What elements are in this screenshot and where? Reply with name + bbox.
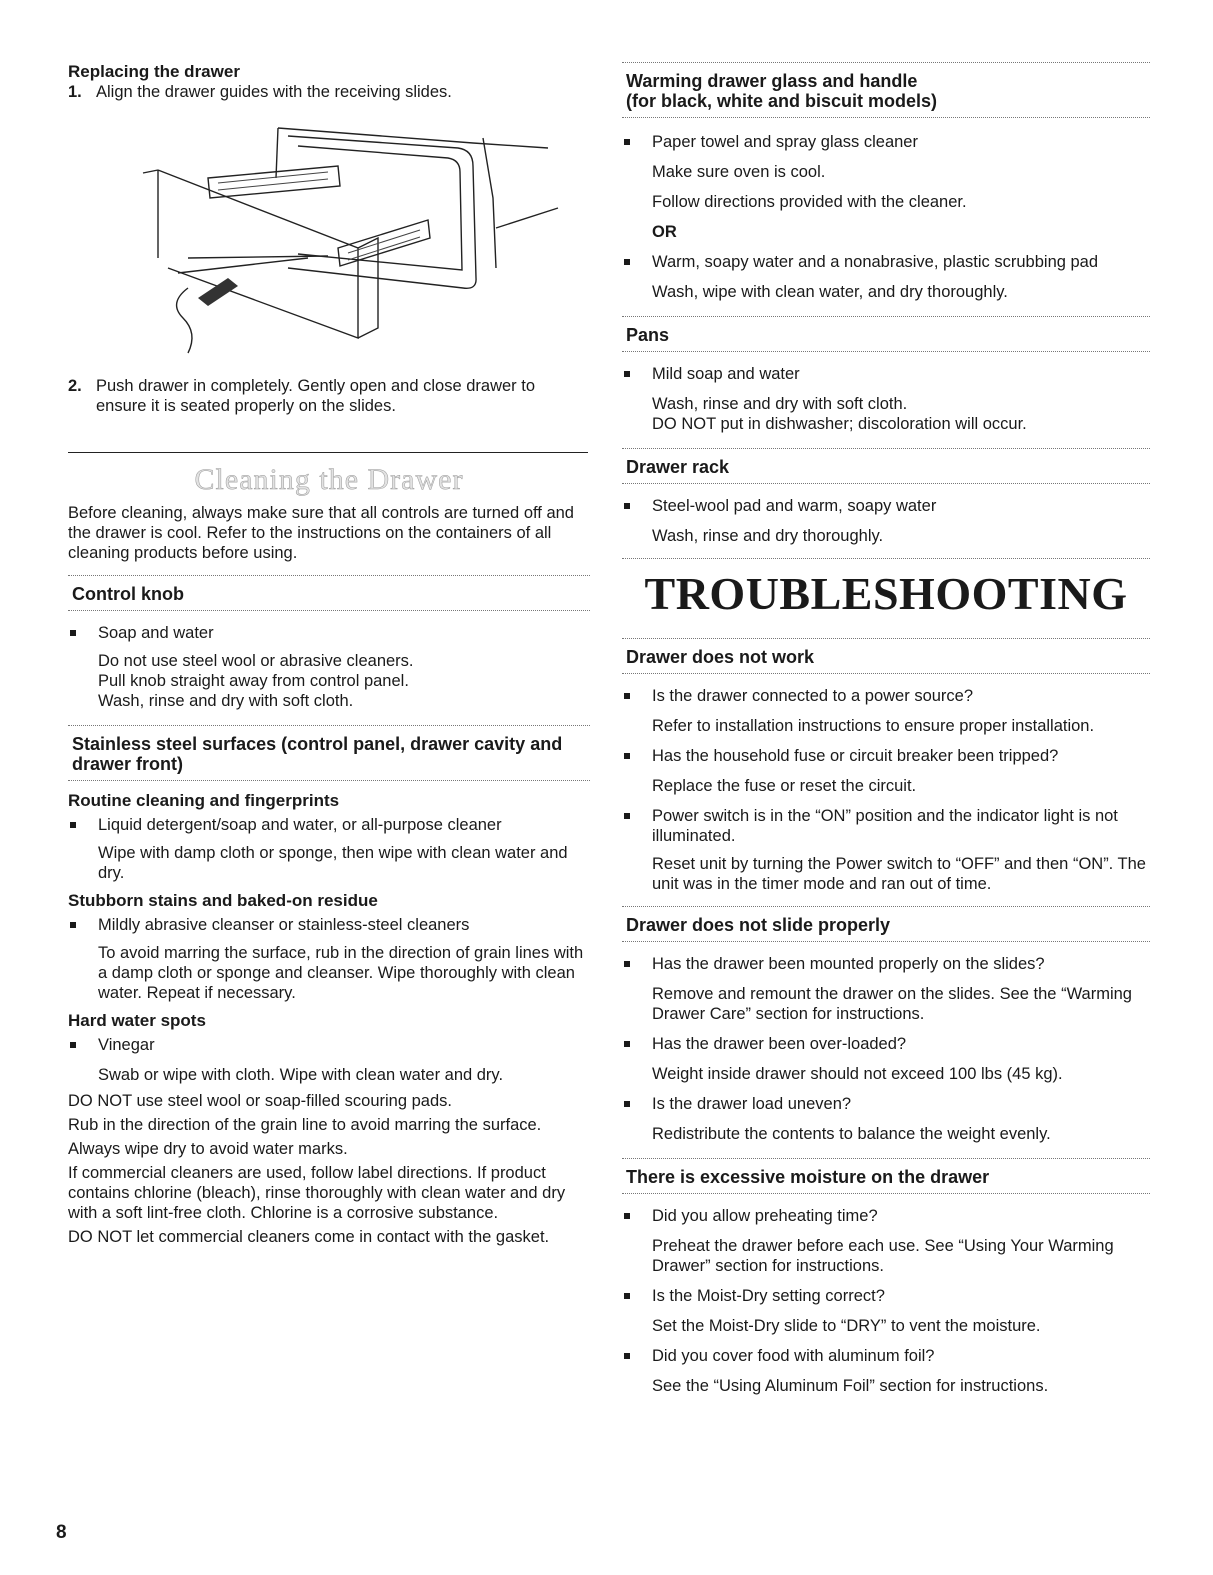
moisture-question: Is the Moist-Dry setting correct? — [622, 1286, 1150, 1306]
not-slide-title: Drawer does not slide properly — [626, 915, 891, 935]
step-2 — [68, 376, 590, 416]
stainless-note: Rub in the direction of the grain line to avoid marring the surface. — [68, 1116, 542, 1134]
drawer-slides-diagram — [128, 108, 568, 368]
glass-bullet-2: Warm, soapy water and a nonabrasive, plastic scrubbing pad — [622, 252, 1150, 272]
not-slide-question: Has the drawer been mounted properly on the slides? — [622, 954, 1150, 974]
stainless-note: DO NOT use steel wool or soap-filled scouring pads. — [68, 1092, 452, 1110]
cleaning-drawer-title: Cleaning the Drawer — [194, 463, 464, 496]
routine-text: Wipe with damp cloth or sponge, then wipe with clean water and dry. — [98, 844, 568, 882]
rack-text: Wash, rinse and dry thoroughly. — [652, 527, 884, 545]
stainless-note: If commercial cleaners are used, follow label directions. If product contains chlorine (bleach), rinse thoroughly with clean water and dry with a soft lint-free cloth. Chlorine is a corrosive substance. — [68, 1164, 566, 1222]
rack-bullet: Steel-wool pad and warm, soapy water — [622, 496, 1150, 516]
control-knob-line: Wash, rinse and dry with soft cloth. — [98, 692, 354, 710]
divider — [622, 558, 1150, 559]
moisture-answer: Preheat the drawer before each use. See “Using Your Warming Drawer” section for instructions. — [652, 1237, 1114, 1275]
stubborn-bullet: Mildly abrasive cleanser or stainless-steel cleaners — [68, 915, 590, 935]
moisture-answer: Set the Moist-Dry slide to “DRY” to vent the moisture. — [652, 1317, 1041, 1335]
stubborn-heading: Stubborn stains and baked-on residue — [68, 891, 378, 910]
rack-header — [622, 448, 1150, 484]
pans-bullet: Mild soap and water — [622, 364, 1150, 384]
step-1-number: 1. — [68, 83, 82, 101]
not-work-title: Drawer does not work — [626, 647, 815, 667]
troubleshooting-title: TROUBLESHOOTING — [644, 568, 1128, 619]
pans-title: Pans — [626, 325, 670, 345]
not-slide-answer: Weight inside drawer should not exceed 100 lbs (45 kg). — [652, 1065, 1063, 1083]
stubborn-text: To avoid marring the surface, rub in the direction of grain lines with a damp cloth or sponge and cleanser. Wipe thoroughly with clean water. Repeat if necessary. — [98, 944, 584, 1002]
routine-heading: Routine cleaning and fingerprints — [68, 791, 340, 810]
control-knob-header — [68, 575, 590, 611]
moisture-header — [622, 1158, 1150, 1194]
not-slide-question: Is the drawer load uneven? — [622, 1094, 1150, 1114]
moisture-question: Did you allow preheating time? — [622, 1206, 1150, 1226]
not-work-answer: Replace the fuse or reset the circuit. — [652, 777, 917, 795]
hardwater-bullet: Vinegar — [68, 1035, 590, 1055]
not-slide-header — [622, 906, 1150, 942]
control-knob-line: Pull knob straight away from control panel. — [98, 672, 409, 690]
not-work-answer: Reset unit by turning the Power switch to “OFF” and then “ON”. The unit was in the timer mode and ran out of time. — [652, 855, 1146, 893]
replacing-drawer-heading: Replacing the drawer — [68, 62, 240, 81]
control-knob-bullet: Soap and water — [68, 623, 590, 643]
page-number: 8 — [56, 1522, 67, 1543]
stainless-note: DO NOT let commercial cleaners come in contact with the gasket. — [68, 1228, 550, 1246]
control-knob-line: Do not use steel wool or abrasive cleaners. — [98, 652, 414, 670]
glass-text-2: Wash, wipe with clean water, and dry thoroughly. — [652, 283, 1008, 301]
step-2-text: Push drawer in completely. Gently open and close drawer to ensure it is seated properly on the slides. — [96, 377, 536, 415]
stainless-header — [68, 725, 590, 781]
drawer-illustration — [128, 108, 568, 368]
stainless-title: Stainless steel surfaces (control panel, drawer cavity and drawer front) — [72, 734, 563, 774]
right-column — [622, 62, 1150, 1396]
left-column — [68, 62, 590, 1247]
moisture-answer: See the “Using Aluminum Foil” section for instructions. — [652, 1377, 1049, 1395]
glass-text-1a: Make sure oven is cool. — [652, 163, 826, 181]
stainless-note: Always wipe dry to avoid water marks. — [68, 1140, 348, 1158]
glass-or: OR — [652, 223, 677, 241]
step-1 — [68, 82, 590, 102]
cleaning-intro: Before cleaning, always make sure that all controls are turned off and the drawer is cool. Refer to the instructions on the containers of all cleaning products before using. — [68, 504, 574, 562]
glass-title-line2: (for black, white and biscuit models) — [626, 91, 938, 111]
not-work-header — [622, 638, 1150, 674]
step-2-number: 2. — [68, 377, 82, 395]
pans-text-2: DO NOT put in dishwasher; discoloration will occur. — [652, 415, 1027, 433]
glass-bullet-1: Paper towel and spray glass cleaner — [622, 132, 1150, 152]
rack-title: Drawer rack — [626, 457, 730, 477]
not-slide-question: Has the drawer been over-loaded? — [622, 1034, 1150, 1054]
section-rule — [68, 452, 588, 453]
glass-text-1b: Follow directions provided with the cleaner. — [652, 193, 967, 211]
control-knob-title: Control knob — [72, 584, 184, 604]
hardwater-heading: Hard water spots — [68, 1011, 206, 1030]
moisture-title: There is excessive moisture on the drawer — [626, 1167, 990, 1187]
not-slide-answer: Remove and remount the drawer on the slides. See the “Warming Drawer Care” section for instructions. — [652, 985, 1132, 1023]
not-work-answer: Refer to installation instructions to ensure proper installation. — [652, 717, 1095, 735]
not-slide-answer: Redistribute the contents to balance the weight evenly. — [652, 1125, 1051, 1143]
hardwater-text: Swab or wipe with cloth. Wipe with clean water and dry. — [98, 1066, 504, 1084]
routine-bullet: Liquid detergent/soap and water, or all-purpose cleaner — [68, 815, 590, 835]
pans-header — [622, 316, 1150, 352]
glass-header — [622, 62, 1150, 118]
moisture-question: Did you cover food with aluminum foil? — [622, 1346, 1150, 1366]
not-work-question: Has the household fuse or circuit breaker been tripped? — [622, 746, 1150, 766]
pans-text-1: Wash, rinse and dry with soft cloth. — [652, 395, 908, 413]
step-1-text: Align the drawer guides with the receiving slides. — [96, 83, 452, 101]
not-work-question: Power switch is in the “ON” position and the indicator light is not illuminated. — [622, 806, 1150, 846]
glass-title-line1: Warming drawer glass and handle — [626, 71, 918, 91]
not-work-question: Is the drawer connected to a power source? — [622, 686, 1150, 706]
